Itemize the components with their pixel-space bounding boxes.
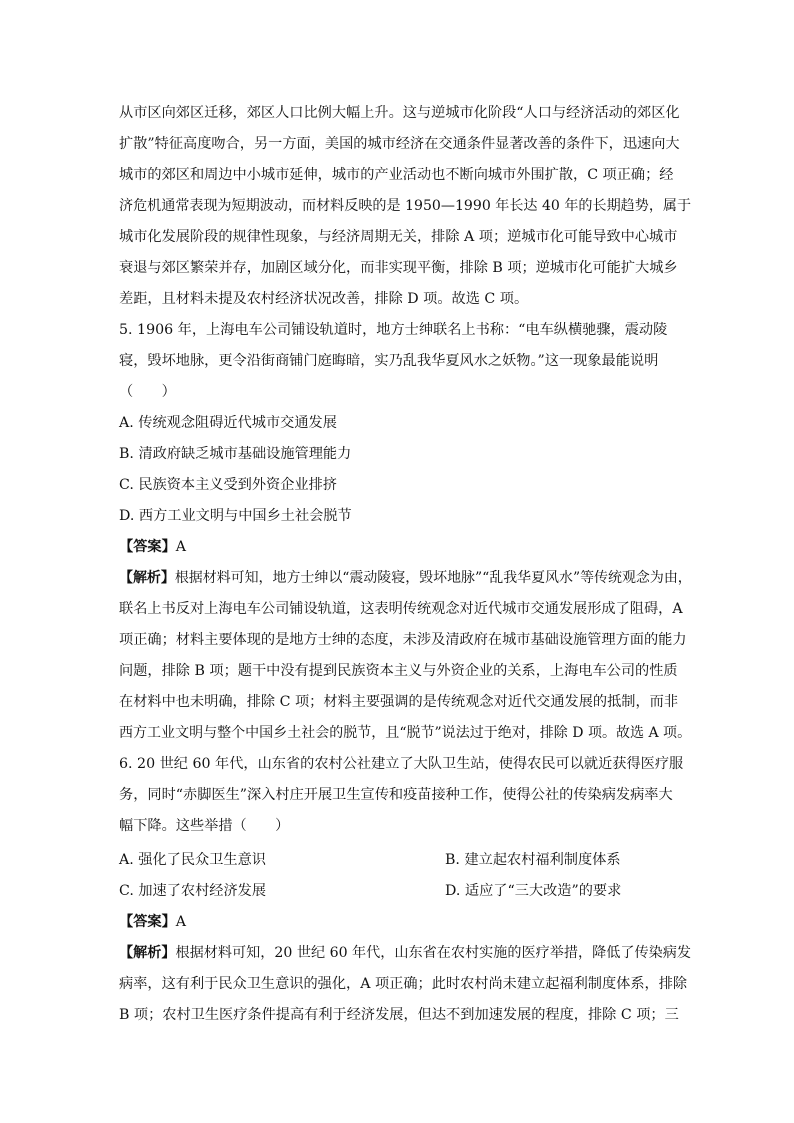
analysis-line: B 项；农村卫生医疗条件提高有利于经济发展，但达不到加速发展的程度，排除 C 项；三 <box>119 1007 679 1023</box>
question-5-stem: 寝，毁坏地脉，更令沿街商铺门庭晦暗，实乃乱我华夏风水之妖物。”这一现象最能说明 <box>119 353 659 369</box>
analysis-line: 西方工业文明与整个中国乡土社会的脱节，且“脱节”说法过于绝对，排除 D 项。故选 A 项。 <box>119 725 692 741</box>
question-5-option-c: C. 民族资本主义受到外资企业排挤 <box>119 477 337 493</box>
analysis-line: 联名上书反对上海电车公司铺设轨道，这表明传统观念对近代城市交通发展形成了阻碍，A <box>119 601 683 617</box>
analysis-line: 差距，且材料未提及农村经济状况改善，排除 D 项。故选 C 项。 <box>119 291 529 307</box>
question-6-option-d: D. 适应了“三大改造”的要求 <box>445 883 622 899</box>
question-6-stem: 务，同时“赤脚医生”深入村庄开展卫生宣传和疫苗接种工作，使得公社的传染病发病率大 <box>119 787 673 803</box>
question-6-stem: 6. 20 世纪 60 年代，山东省的农村公社建立了大队卫生站，使得农民可以就近获得医疗服 <box>119 756 684 772</box>
analysis-line: 城市的郊区和周边中小城市延伸，城市的产业活动也不断向城市外围扩散，C 项正确；经 <box>119 167 674 183</box>
question-6-stem: 幅下降。这些举措（ ） <box>119 818 290 834</box>
question-5-blank: （ ） <box>119 384 176 400</box>
question-5-answer <box>119 535 689 559</box>
question-5-option-d: D. 西方工业文明与中国乡土社会脱节 <box>119 508 352 524</box>
analysis-text: 根据材料可知，20 世纪 60 年代，山东省在农村实施的医疗举措，降低了传染病发 <box>175 945 692 961</box>
analysis-line: 项正确；材料主要体现的是地方士绅的态度，未涉及清政府在城市基础设施管理方面的能力 <box>119 632 687 648</box>
answer-value: A <box>175 914 187 930</box>
analysis-line: 城市化发展阶段的规律性现象，与经济周期无关，排除 A 项；逆城市化可能导致中心城市 <box>119 229 678 245</box>
analysis-line: 扩散”特征高度吻合，另一方面，美国的城市经济在交通条件显著改善的条件下，迅速向大 <box>119 136 680 152</box>
question-6-option-a: A. 强化了民众卫生意识 <box>119 852 266 868</box>
analysis-text: 根据材料可知，地方士绅以“震动陵寝，毁坏地脉”“乱我华夏风水”等传统观念为由， <box>174 570 692 586</box>
question-6-answer <box>119 910 689 934</box>
analysis-line: 从市区向郊区迁移，郊区人口比例大幅上升。这与逆城市化阶段“人口与经济活动的郊区化 <box>119 105 680 121</box>
question-5-analysis <box>119 566 692 590</box>
analysis-line: 病率，这有利于民众卫生意识的强化，A 项正确；此时农村尚未建立起福利制度体系，排除 <box>119 976 688 992</box>
question-5-option-a: A. 传统观念阻碍近代城市交通发展 <box>119 415 337 431</box>
question-6-option-b: B. 建立起农村福利制度体系 <box>445 852 621 868</box>
analysis-label: 【解析】 <box>119 570 175 586</box>
analysis-line: 济危机通常表现为短期波动，而材料反映的是 1950—1990 年长达 40 年的长期趋势，属于 <box>119 198 692 214</box>
analysis-label: 【解析】 <box>119 945 176 961</box>
question-6-option-c: C. 加速了农村经济发展 <box>119 883 267 899</box>
question-5-stem: 5. 1906 年，上海电车公司铺设轨道时，地方士绅联名上书称：“电车纵横驰骤，震动陵 <box>119 322 668 338</box>
analysis-line: 问题，排除 B 项；题干中没有提到民族资本主义与外资企业的关系，上海电车公司的性质 <box>119 663 678 679</box>
question-6-analysis <box>119 941 692 965</box>
answer-label: 【答案】 <box>119 914 176 930</box>
answer-label: 【答案】 <box>119 539 176 555</box>
answer-value: A <box>175 539 187 555</box>
question-5-option-b: B. 清政府缺乏城市基础设施管理能力 <box>119 446 352 462</box>
analysis-line: 在材料中也未明确，排除 C 项；材料主要强调的是传统观念对近代交通发展的抵制，而非 <box>119 694 679 710</box>
analysis-line: 衰退与郊区繁荣并存，加剧区域分化，而非实现平衡，排除 B 项；逆城市化可能扩大城乡 <box>119 260 678 276</box>
